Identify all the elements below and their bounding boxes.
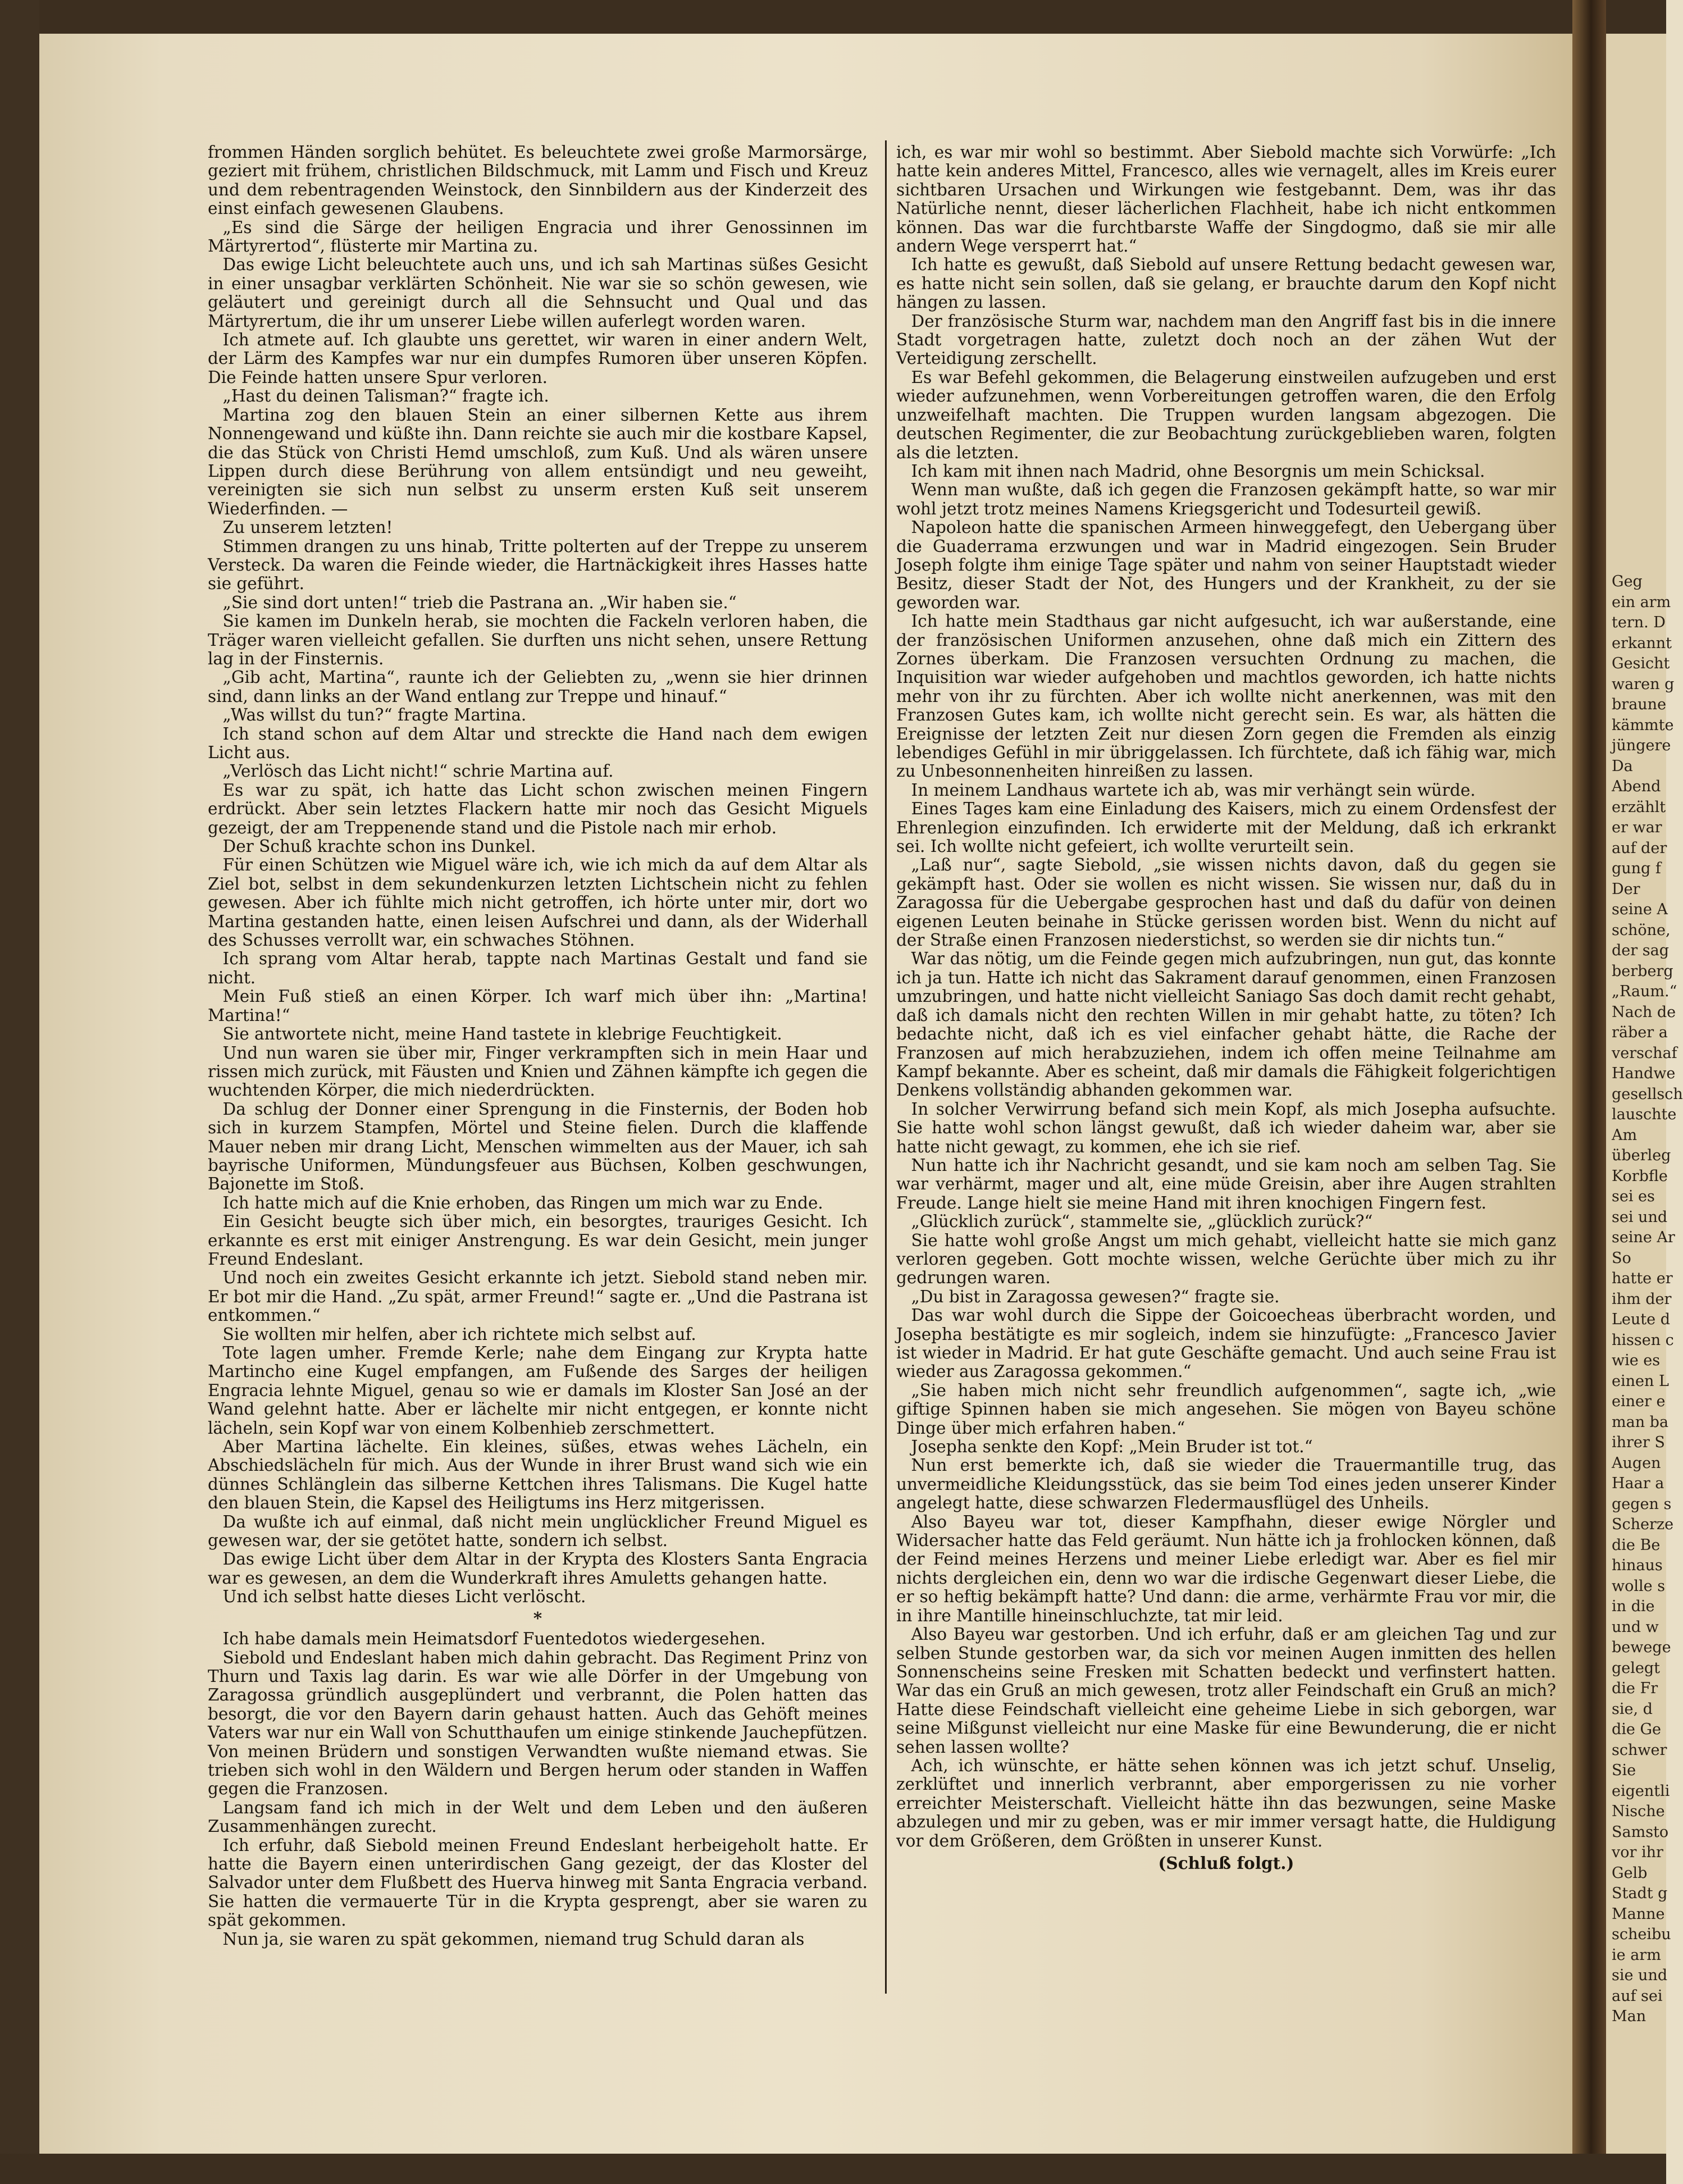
- paragraph: „Glücklich zurück“, stammelte sie, „glücklich zurück?“: [911, 1212, 1373, 1232]
- to-be-continued: (Schluß folgt.): [1158, 1853, 1294, 1873]
- adjacent-page-fragment: man ba: [1612, 1413, 1669, 1431]
- paragraph: Martina zog den blauen Stein an einer silbernen Kette aus ihrem Nonnengewand und küßte ihn. Dann reichte sie auch mir die kostbare Kapsel, die das Stück von Christi Hemd umschloß, zum Kuß. Und als wären unsere Lippen durch diese Berührung von allem entsündigt und neu geweiht, vereinigten sie sich nun selbst zu unserm ersten Kuß seit unserem Wiederfinden. —: [208, 405, 868, 518]
- paragraph: Und ich selbst hatte dieses Licht verlöscht.: [222, 1587, 586, 1607]
- paragraph: Siebold und Endeslant haben mich dahin gebracht. Das Regiment Prinz von Thurn und Taxis lag darin. Es war wie alle Dörfer in der Umgebung von Zaragossa gründlich ausgeplündert und verbrannt, die Polen hatten das besorgt, die vor den Bayern darin gehaust hatten. Auch das Gehöft meines Vaters war nur ein Wall von Schutthaufen um einige stinkende Jauchepfützen. Von meinen Brüdern und sonstigen Verwandten wußte niemand etwas. Sie trieben sich wohl in den Wäldern und Bergen herum oder standen in Waffen gegen die Franzosen.: [208, 1648, 868, 1799]
- adjacent-page-fragment: Haar a: [1612, 1475, 1664, 1492]
- adjacent-page-edge: [1606, 34, 1683, 2154]
- paragraph: frommen Händen sorglich behütet. Es beleuchtete zwei große Marmorsärge, geziert mit frühem, christlichen Bildschmuck, mit Lamm und Fisch und Kreuz und dem rebentragenden Weinstock, den Sinnbildern aus der Kinderzeit des einst einfach gewesenen Glaubens.: [208, 143, 868, 218]
- adjacent-page-fragment: vor ihr: [1612, 1844, 1663, 1861]
- paragraph: Das ewige Licht beleuchtete auch uns, und ich sah Martinas süßes Gesicht in einer unsagbar verklärten Schönheit. Nie war sie so schön gewesen, wie geläutert und gereinigt durch all die Sehnsucht und Qual und das Märtyrertum, die ihr um unserer Liebe willen auferlegt worden waren.: [208, 255, 868, 331]
- paragraph: Also Bayeu war gestorben. Und ich erfuhr, daß er am gleichen Tag und zur selben Stunde gestorben war, da sich vor meinen Augen inmitten des hellen Sonnenscheins seine Fresken mit Schatten bedeckt und verfinstert hatten. War das ein Gruß an mich gewesen, trotz aller Feindschaft ein Gruß an mich? Hatte diese Feindschaft vielleicht eine geheime Liebe in sich geborgen, war seine Mißgunst vielleicht nur eine Maske für eine Bewunderung, die er nicht sehen lassen wollte?: [896, 1625, 1556, 1757]
- adjacent-page-fragment: berberg: [1612, 962, 1673, 980]
- scan-background-top: [0, 0, 1666, 34]
- paragraph: Wenn man wußte, daß ich gegen die Franzosen gekämpft hatte, so war mir wohl jetzt trotz meines Namens Kriegsgericht und Todesurteil gewiß.: [896, 480, 1556, 518]
- paragraph: Ich habe damals mein Heimatsdorf Fuentedotos wiedergesehen.: [222, 1629, 766, 1649]
- adjacent-page-fragment: und w: [1612, 1618, 1659, 1636]
- adjacent-page-fragment: Stadt g: [1612, 1885, 1668, 1902]
- adjacent-page-fragment: ihm der: [1612, 1290, 1672, 1308]
- adjacent-page-fragment: Samsto: [1612, 1823, 1669, 1841]
- adjacent-page-fragment: hatte er: [1612, 1270, 1673, 1287]
- text-column-left: [208, 143, 868, 2053]
- section-separator: *: [533, 1608, 542, 1628]
- paragraph: Also Bayeu war tot, dieser Kampfhahn, dieser ewige Nörgler und Widersacher hatte das Feld geräumt. Nun hätte ich ja frohlocken können, daß der Feind meines Herzens und meiner Liebe erledigt war. Aber es fiel mir nichts dergleichen ein, denn wo war die irdische Gegenwart dieser Liebe, die er so heftig bekämpft hatte? Und dann: die arme, verhärmte Frau vor mir, die in ihre Mantille hineinschluchzte, tat mir leid.: [896, 1512, 1556, 1625]
- adjacent-page-fragment: ein arm: [1612, 593, 1671, 611]
- adjacent-page-fragment: sie und: [1612, 1967, 1668, 1984]
- adjacent-page-fragment: kämmte: [1612, 716, 1674, 734]
- adjacent-page-fragment: in die: [1612, 1598, 1655, 1615]
- adjacent-page-fragment: Nach de: [1612, 1003, 1676, 1021]
- paragraph: Ich hatte mein Stadthaus gar nicht aufgesucht, ich war außerstande, eine der französischen Uniformen anzusehen, ohne daß mich ein Zittern des Zornes überkam. Die Franzosen versuchten Ordnung zu machen, die Inquisition war wieder aufgehoben und machtlos geworden, ich hatte nichts mehr von ihr zu fürchten. Aber ich wollte nicht anerkennen, was mit den Franzosen Gutes kam, ich wollte nicht gerecht sein. Es war, als hätten die Ereignisse der letzten Zeit nur diesen Zorn gegen die Fremden als einzig lebendiges Gefühl in mir übriggelassen. Ich fürchtete, daß ich fähig war, mich zu Unbesonnenheiten hinreißen zu lassen.: [896, 612, 1556, 781]
- paragraph: Der französische Sturm war, nachdem man den Angriff fast bis in die innere Stadt vorgetragen hatte, zuletzt doch noch an der zähen Wut der Verteidigung zerschellt.: [896, 311, 1556, 368]
- paragraph: Nun erst bemerkte ich, daß sie wieder die Trauermantille trug, das unvermeidliche Kleidungsstück, das sie beim Tod eines jeden unserer Kinder angelegt hatte, diese schwarzen Fledermausflügel des Unheils.: [896, 1456, 1556, 1513]
- adjacent-page-fragment: Scherze: [1612, 1516, 1674, 1533]
- paragraph: Das ewige Licht über dem Altar in der Krypta des Klosters Santa Engracia war es gewesen, an dem die Wunderkraft ihres Amuletts gehangen hatte.: [208, 1549, 868, 1588]
- adjacent-page-fragment: Nische: [1612, 1803, 1665, 1820]
- paragraph: Es war zu spät, ich hatte das Licht schon zwischen meinen Fingern erdrückt. Aber sein letztes Flackern hatte mir noch das Gesicht Miguels gezeigt, der am Treppenende stand und die Pistole nach mir erhob.: [208, 780, 868, 837]
- paragraph: Es war Befehl gekommen, die Belagerung einstweilen aufzugeben und erst wieder aufzunehmen, wenn Vorbereitungen getroffen waren, die den Erfolg unzweifelhaft machten. Die Truppen wurden langsam abgezogen. Die deutschen Regimenter, die zur Beobachtung zurückgeblieben waren, folgten als die letzten.: [896, 367, 1556, 462]
- paragraph: „Verlösch das Licht nicht!“ schrie Martina auf.: [222, 762, 614, 781]
- adjacent-page-fragment: Gesicht: [1612, 655, 1670, 672]
- paragraph: Der Schuß krachte schon ins Dunkel.: [222, 837, 536, 856]
- adjacent-page-fragment: gesellsch: [1612, 1085, 1683, 1103]
- paragraph: Das war wohl durch die Sippe der Goicoecheas überbracht worden, und Josepha bestätigte es mir sogleich, indem sie hinzufügte: „Francesco Javier ist wieder in Madrid. Er hat gute Geschäfte gemacht. Und auch seine Frau ist wieder aus Zaragossa gekommen.“: [896, 1306, 1556, 1381]
- adjacent-page-fragment: Abend: [1612, 778, 1661, 795]
- paragraph: Napoleon hatte die spanischen Armeen hinweggefegt, den Uebergang über die Guaderrama erzwungen und war in Madrid eingezogen. Sein Bruder Joseph folgte ihm einige Tage später und nahm von seiner Hauptstadt wieder Besitz, dieser Stadt der Not, des Hungers und der Krankheit, zu der sie geworden war.: [896, 518, 1556, 612]
- adjacent-page-fragment: Am: [1612, 1126, 1638, 1144]
- adjacent-page-fragment: auf der: [1612, 839, 1667, 857]
- paragraph: In solcher Verwirrung befand sich mein Kopf, als mich Josepha aufsuchte. Sie hatte wohl schon längst gewußt, daß ich wieder daheim war, aber sie hatte nicht gewagt, zu kommen, ehe ich sie rief.: [896, 1099, 1556, 1156]
- paragraph: War das nötig, um die Feinde gegen mich aufzubringen, nun gut, das konnte ich ja tun. Hatte ich nicht das Sakrament darauf genommen, einen Franzosen umzubringen, und hatte nicht vielleicht Saniago Sas doch damit recht gehabt, daß ich damals nicht den rechten Willen in mir gehabt hatte, zu töten? Ich bedachte nicht, daß ich es viel einfacher gehabt hätte, die Rache der Franzosen auf mich herabzuziehen, indem ich offen meine Teilnahme am Kampf bekannte. Aber es scheint, daß mir damals die Fähigkeit folgerichtigen Denkens vollständig abhanden gekommen war.: [896, 949, 1556, 1100]
- adjacent-page-fragment: bewege: [1612, 1639, 1671, 1656]
- paragraph: „Sie haben mich nicht sehr freundlich aufgenommen“, sagte ich, „wie giftige Spinnen haben sie mich angesehen. Sie mögen von Bayeu schöne Dinge über mich erfahren haben.“: [896, 1380, 1556, 1438]
- adjacent-page-fragment: wolle s: [1612, 1577, 1666, 1595]
- paragraph: „Du bist in Zaragossa gewesen?“ fragte sie.: [911, 1287, 1280, 1306]
- adjacent-page-fragment: hinaus: [1612, 1557, 1663, 1574]
- adjacent-page-fragment: einen L: [1612, 1372, 1669, 1390]
- paragraph: „Was willst du tun?“ fragte Martina.: [222, 705, 527, 725]
- paragraph: „Sie sind dort unten!“ trieb die Pastrana an. „Wir haben sie.“: [222, 592, 737, 612]
- adjacent-page-fragment: der sag: [1612, 942, 1669, 959]
- adjacent-page-fragment: schöne,: [1612, 921, 1671, 939]
- paragraph: Da wußte ich auf einmal, daß nicht mein unglücklicher Freund Miguel es gewesen war, der sie getötet hatte, sondern ich selbst.: [208, 1512, 868, 1551]
- paragraph: Mein Fuß stieß an einen Körper. Ich warf mich über ihn: „Martina! Martina!“: [208, 987, 868, 1025]
- adjacent-page-fragment: er war: [1612, 819, 1662, 836]
- adjacent-page-fragment: tern. D: [1612, 614, 1666, 631]
- paragraph: Ich hatte mich auf die Knie erhoben, das Ringen um mich war zu Ende.: [222, 1193, 823, 1212]
- paragraph: Langsam fand ich mich in der Welt und dem Leben und den äußeren Zusammenhängen zurecht.: [208, 1798, 868, 1836]
- text-column-right: [896, 143, 1556, 2053]
- adjacent-page-fragment: Da: [1612, 757, 1633, 775]
- paragraph: „Hast du deinen Talisman?“ fragte ich.: [222, 386, 549, 406]
- adjacent-page-fragment: eigentli: [1612, 1782, 1670, 1800]
- adjacent-page-fragment: Manne: [1612, 1905, 1665, 1923]
- paragraph: Sie antwortete nicht, meine Hand tastete in klebrige Feuchtigkeit.: [222, 1024, 782, 1044]
- adjacent-page-fragment: Handwe: [1612, 1065, 1676, 1082]
- adjacent-page-fragment: Geg: [1612, 573, 1643, 590]
- paragraph: Aber Martina lächelte. Ein kleines, süßes, etwas wehes Lächeln, ein Abschiedslächeln für mich. Aus der Wunde in ihrer Brust wand sich wie ein dünnes Schlänglein das silberne Kettchen ihres Talismans. Die Kugel hatte den blauen Stein, die Kapsel des Heiligtums ins Herz mitgerissen.: [208, 1437, 868, 1513]
- adjacent-page-fragment: So: [1612, 1249, 1631, 1267]
- scan-background-bottom: [0, 2154, 1666, 2184]
- scan-background-left: [0, 0, 39, 2184]
- adjacent-page-fragment: Der: [1612, 880, 1640, 898]
- adjacent-page-fragment: seine Ar: [1612, 1229, 1675, 1246]
- paragraph: Ich stand schon auf dem Altar und streckte die Hand nach dem ewigen Licht aus.: [208, 724, 868, 762]
- adjacent-page-fragment: sie, d: [1612, 1700, 1653, 1718]
- adjacent-page-fragment: Sie: [1612, 1762, 1636, 1779]
- paragraph: Ich hatte es gewußt, daß Siebold auf unsere Rettung bedacht gewesen war, es hatte nicht sein sollen, daß sie gelang, er brauchte darum den Kopf nicht hängen zu lassen.: [896, 255, 1556, 312]
- adjacent-page-fragment: verschaf: [1612, 1044, 1677, 1062]
- adjacent-page-fragment: braune: [1612, 696, 1667, 713]
- paragraph: Sie kamen im Dunkeln herab, sie mochten die Fackeln verloren haben, die Träger waren vielleicht gefallen. Sie durften uns nicht sehen, unsere Rettung lag in der Finsternis.: [208, 612, 868, 668]
- adjacent-page-fragment: sei es: [1612, 1188, 1655, 1205]
- adjacent-page-fragment: einer e: [1612, 1393, 1666, 1410]
- adjacent-page-fragment: gegen s: [1612, 1495, 1672, 1513]
- paragraph: In meinem Landhaus wartete ich ab, was mir verhängt sein würde.: [911, 780, 1476, 800]
- paragraph: Ich sprang vom Altar herab, tappte nach Martinas Gestalt und fand sie nicht.: [208, 949, 868, 987]
- paragraph: Ich atmete auf. Ich glaubte uns gerettet, wir waren in einer andern Welt, der Lärm des Kampfes war nur ein dumpfes Rumoren über unseren Köpfen. Die Feinde hatten unsere Spur verloren.: [208, 330, 868, 387]
- paragraph: „Gib acht, Martina“, raunte ich der Geliebten zu, „wenn sie hier drinnen sind, dann links an der Wand entlang zur Treppe und hinauf.“: [208, 668, 868, 706]
- paragraph: Da schlug der Donner einer Sprengung in die Finsternis, der Boden hob sich in kurzem Stampfen, Mörtel und Steine fielen. Durch die klaffende Mauer neben mir drang Licht, Menschen wimmelten aus der Mauer, ich sah bayrische Uniformen, Mündungsfeuer aus Büchsen, Kolben geschwungen, Bajonette im Stoß.: [208, 1099, 868, 1194]
- adjacent-page-fragment: Leute d: [1612, 1311, 1670, 1328]
- paragraph: Und nun waren sie über mir, Finger verkrampften sich in mein Haar und rissen mich zurück, mit Fäusten und Knien und Zähnen kämpfte ich gegen die wuchtenden Körper, die mich niederdrückten.: [208, 1043, 868, 1100]
- adjacent-page-fragment: erkannt: [1612, 634, 1672, 652]
- paragraph: Stimmen drangen zu uns hinab, Tritte polterten auf der Treppe zu unserem Versteck. Da waren die Feinde wieder, die Hartnäckigkeit ihres Hasses hatte sie geführt.: [208, 536, 868, 594]
- paragraph: Und noch ein zweites Gesicht erkannte ich jetzt. Siebold stand neben mir. Er bot mir die Hand. „Zu spät, armer Freund!“ sagte er. „Und die Pastrana ist entkommen.“: [208, 1268, 868, 1325]
- adjacent-page-fragment: ie arm: [1612, 1946, 1661, 1964]
- paragraph: Ich kam mit ihnen nach Madrid, ohne Besorgnis um mein Schicksal.: [911, 461, 1485, 481]
- adjacent-page-fragment: räber a: [1612, 1024, 1668, 1041]
- paragraph: Sie wollten mir helfen, aber ich richtete mich selbst auf.: [222, 1324, 696, 1344]
- paragraph: Ein Gesicht beugte sich über mich, ein besorgtes, trauriges Gesicht. Ich erkannte es erst mit einiger Anstrengung. Es war dein Gesicht, mein junger Freund Endeslant.: [208, 1212, 868, 1269]
- adjacent-page-fragment: schwer: [1612, 1741, 1667, 1759]
- paragraph: ich, es war mir wohl so bestimmt. Aber Siebold machte sich Vorwürfe: „Ich hatte kein anderes Mittel, Francesco, alles wie vernagelt, alles im Kreis eurer sichtbaren Ursachen und Wirkungen wie festgebannt. Dem, was ihr das Natürliche nennt, dieser lächerlichen Flachheit, habe ich nicht entkommen können. Das war die furchtbarste Waffe der Singdogmo, daß sie mir alle andern Wege versperrt hat.“: [896, 143, 1556, 256]
- adjacent-page-fragment: die Be: [1612, 1536, 1661, 1554]
- paragraph: „Es sind die Särge der heiligen Engracia und ihrer Genossinnen im Märtyrertod“, flüsterte mir Martina zu.: [208, 217, 868, 256]
- adjacent-page-fragment: hissen c: [1612, 1331, 1674, 1349]
- adjacent-page-fragment: waren g: [1612, 675, 1675, 693]
- adjacent-page-fragment: die Ge: [1612, 1721, 1662, 1738]
- paragraph: Nun hatte ich ihr Nachricht gesandt, und sie kam noch am selben Tag. Sie war verhärmt, mager und alt, eine müde Greisin, aber ihre Augen strahlten Freude. Lange hielt sie meine Hand mit ihren knochigen Fingern fest.: [896, 1155, 1556, 1212]
- adjacent-page-fragment: Gelb: [1612, 1864, 1648, 1882]
- paragraph: Eines Tages kam eine Einladung des Kaisers, mich zu einem Ordensfest der Ehrenlegion einzufinden. Ich erwiderte mit der Meldung, daß ich erkrankt sei. Ich wollte nicht gefeiert, ich wollte verurteilt sein.: [896, 799, 1556, 856]
- paragraph: Josepha senkte den Kopf: „Mein Bruder ist tot.“: [911, 1437, 1313, 1457]
- paragraph: Ach, ich wünschte, er hätte sehen können was ich jetzt schuf. Unselig, zerklüftet und innerlich verbrannt, aber emporgerissen zu nie vorher erreichter Meisterschaft. Vielleicht hätte ihn das bezwungen, seine Maske abzulegen und mir zu geben, was er mir immer versagt hatte, die Huldigung vor dem Größeren, dem Größten in unserer Kunst.: [896, 1756, 1556, 1850]
- paragraph: Nun ja, sie waren zu spät gekommen, niemand trug Schuld daran als: [222, 1929, 805, 1949]
- adjacent-page-fragment: jüngere: [1612, 737, 1671, 754]
- paragraph: „Laß nur“, sagte Siebold, „sie wissen nichts davon, daß du gegen sie gekämpft hast. Oder sie wollen es nicht wissen. Sie wissen nur, daß du in Zaragossa für die Uebergabe gesprochen hast und daß du dafür von deinen eigenen Leuten beinahe in Stücke gerissen worden bist. Wenn du nicht auf der Straße einen Franzosen niederstichst, so werden sie dir nichts tun.“: [896, 855, 1556, 950]
- adjacent-page-fragment: gung f: [1612, 860, 1661, 877]
- adjacent-page-fragment: die Fr: [1612, 1680, 1658, 1697]
- adjacent-page-fragment: seine A: [1612, 901, 1668, 918]
- paragraph: Für einen Schützen wie Miguel wäre ich, wie ich mich da auf dem Altar als Ziel bot, selbst in dem sekundenkurzen letzten Lichtschein nicht zu fehlen gewesen. Aber ich fühlte mich nicht getroffen, ich hörte unter mir, dort wo Martina gestanden hatte, einen leisen Aufschrei und dann, als der Widerhall des Schusses verrollt war, ein schwaches Stöhnen.: [208, 855, 868, 950]
- book-gutter: [1572, 0, 1606, 2184]
- adjacent-page-fragment: „Raum.“: [1612, 983, 1677, 1000]
- paragraph: Sie hatte wohl große Angst um mich gehabt, vielleicht hatte sie mich ganz verloren gegeben. Gott mochte wissen, welche Gerüchte über mich zu ihr gedrungen waren.: [896, 1230, 1556, 1288]
- column-divider: [885, 140, 887, 1994]
- adjacent-page-fragment: sei und: [1612, 1208, 1668, 1226]
- paragraph: Tote lagen umher. Fremde Kerle; nahe dem Eingang zur Krypta hatte Martincho eine Kugel empfangen, am Fußende des Sarges der heiligen Engracia lehnte Miguel, genau so wie er damals im Kloster San José an der Wand gelehnt hatte. Aber er lächelte mir nicht entgegen, er konnte nicht lächeln, sein Kopf war von einem Kolbenhieb zerschmettert.: [208, 1343, 868, 1438]
- adjacent-page-fragment: Augen: [1612, 1454, 1661, 1472]
- adjacent-page-fragment: scheibu: [1612, 1926, 1671, 1943]
- paragraph: Zu unserem letzten!: [222, 518, 393, 537]
- adjacent-page-fragment: Man: [1612, 2008, 1646, 2025]
- adjacent-page-fragment: ihrer S: [1612, 1434, 1665, 1451]
- adjacent-page-fragment: Korbfle: [1612, 1167, 1668, 1185]
- adjacent-page-fragment: wie es: [1612, 1352, 1661, 1369]
- adjacent-page-fragment: lauschte: [1612, 1106, 1677, 1123]
- adjacent-page-fragment: überleg: [1612, 1147, 1671, 1164]
- adjacent-page-fragment: erzählt: [1612, 798, 1666, 816]
- adjacent-page-fragment: gelegt: [1612, 1659, 1661, 1677]
- paragraph: Ich erfuhr, daß Siebold meinen Freund Endeslant herbeigeholt hatte. Er hatte die Bayern einen unterirdischen Gang gezeigt, der das Kloster del Salvador unter dem Flußbett des Huerva hinweg mit Santa Engracia verband. Sie hatten die vermauerte Tür in die Krypta gesprengt, aber sie waren zu spät gekommen.: [208, 1835, 868, 1930]
- adjacent-page-fragment: auf sei: [1612, 1987, 1663, 2005]
